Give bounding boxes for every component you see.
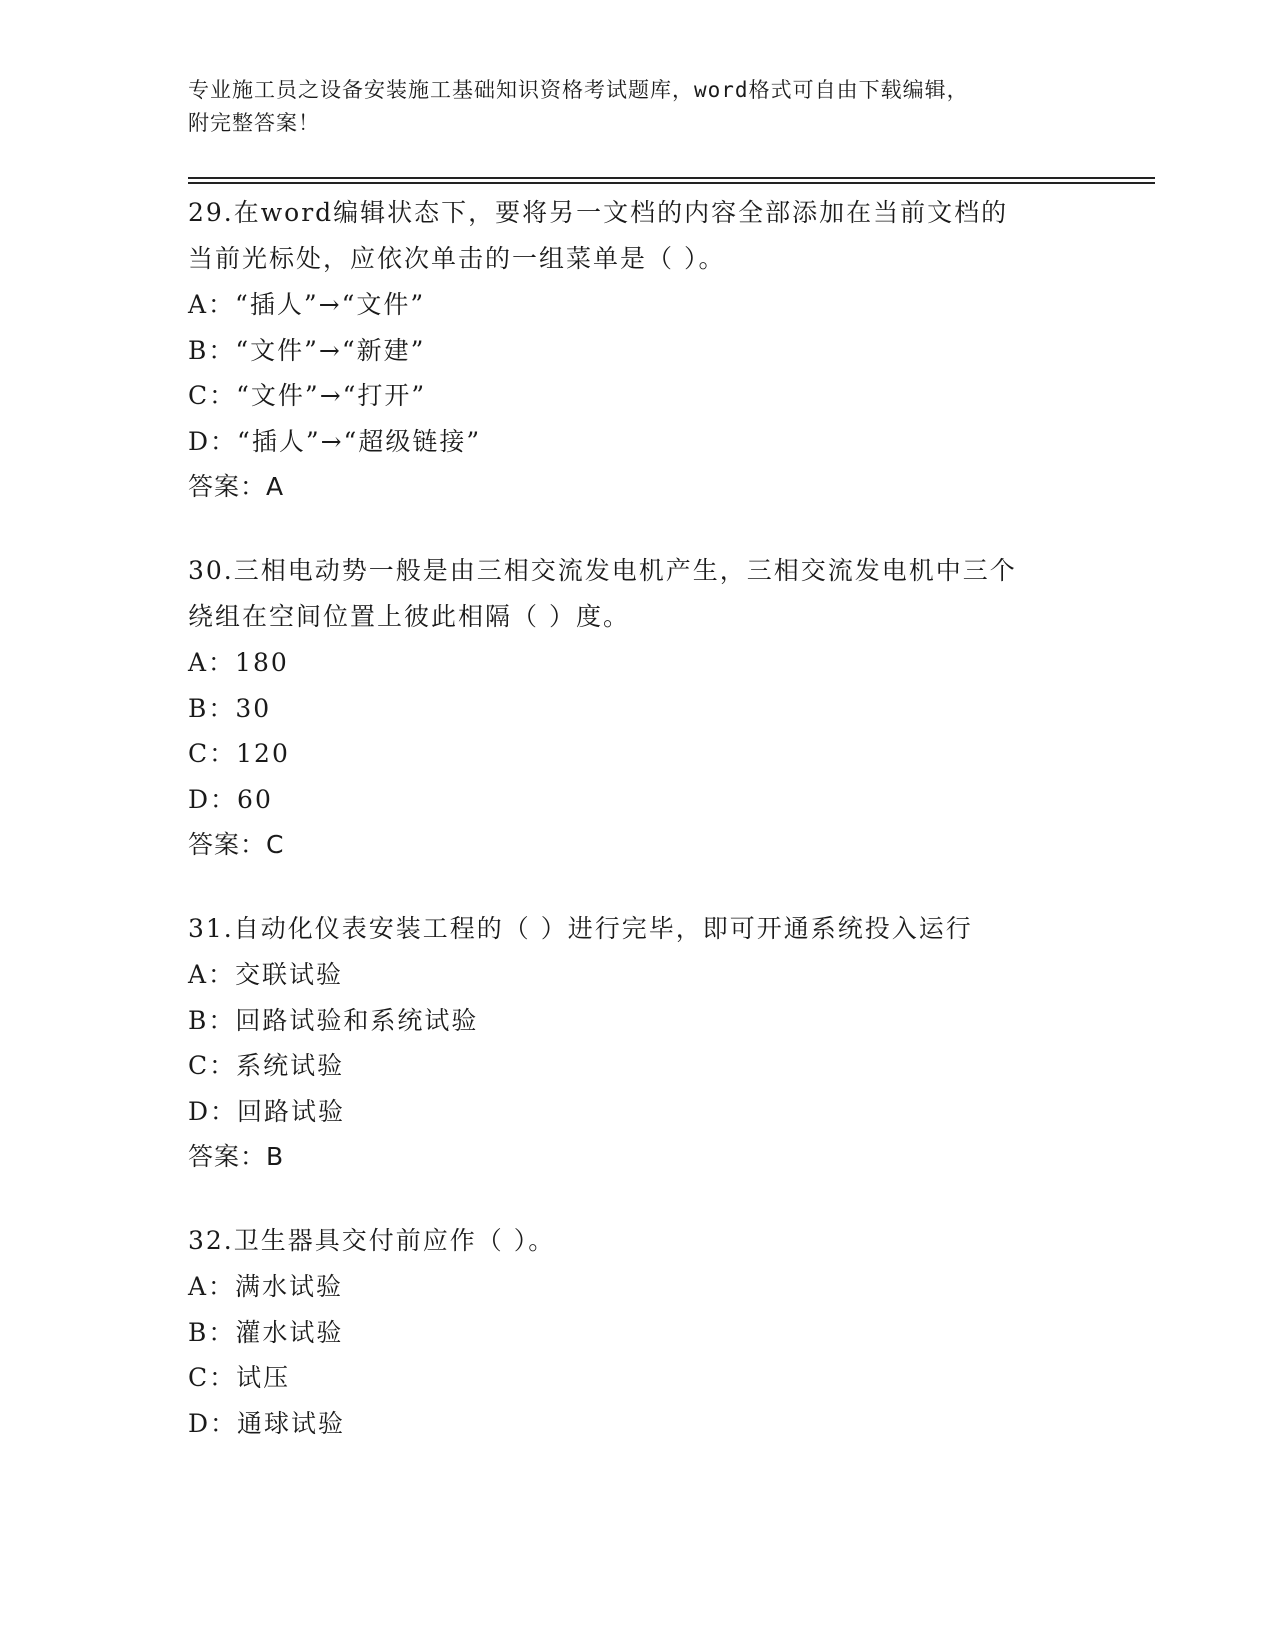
option-c: C：系统试验 (188, 1051, 345, 1080)
option-d: D：通球试验 (188, 1408, 346, 1438)
option-a: A：“插人”→“文件” (188, 290, 426, 319)
question-31 (188, 906, 1088, 1179)
header-divider-bottom (188, 182, 1155, 184)
question-text-line: 32.卫生器具交付前应作（ ）。 (188, 1226, 556, 1255)
answer: 答案：A (188, 472, 285, 501)
question-text-line: 当前光标处，应依次单击的一组菜单是（ ）。 (188, 244, 726, 273)
document-header (188, 74, 1078, 140)
option-b: B：灌水试验 (188, 1317, 344, 1347)
option-b: B：“文件”→“新建” (188, 335, 426, 365)
header-line-2: 附完整答案！ (188, 111, 320, 135)
answer: 答案：C (188, 830, 285, 859)
option-c: C：120 (188, 739, 290, 768)
question-text-line: 31.自动化仪表安装工程的（ ）进行完毕，即可开通系统投入运行 (188, 914, 973, 943)
option-b: B：回路试验和系统试验 (188, 1005, 479, 1035)
question-text-line: 30.三相电动势一般是由三相交流发电机产生，三相交流发电机中三个 (188, 556, 1017, 585)
question-list (188, 190, 1088, 1446)
option-a: A：交联试验 (188, 960, 344, 989)
header-divider-top (188, 177, 1155, 179)
question-text-line: 29.在word编辑状态下，要将另一文档的内容全部添加在当前文档的 (188, 198, 1009, 227)
option-b: B：30 (188, 693, 272, 723)
option-d: D：回路试验 (188, 1096, 346, 1126)
question-29 (188, 190, 1088, 509)
option-d: D：60 (188, 784, 273, 814)
option-a: A：满水试验 (188, 1272, 344, 1301)
option-c: C：“文件”→“打开” (188, 381, 427, 410)
option-c: C：试压 (188, 1363, 291, 1392)
question-text-line: 绕组在空间位置上彼此相隔（ ）度。 (188, 602, 630, 631)
question-32 (188, 1218, 1088, 1446)
answer: 答案：B (188, 1142, 285, 1171)
header-line-1: 专业施工员之设备安装施工基础知识资格考试题库，word格式可自由下载编辑， (188, 78, 969, 102)
question-30 (188, 548, 1088, 867)
option-a: A：180 (188, 648, 289, 677)
option-d: D：“插人”→“超级链接” (188, 426, 482, 456)
